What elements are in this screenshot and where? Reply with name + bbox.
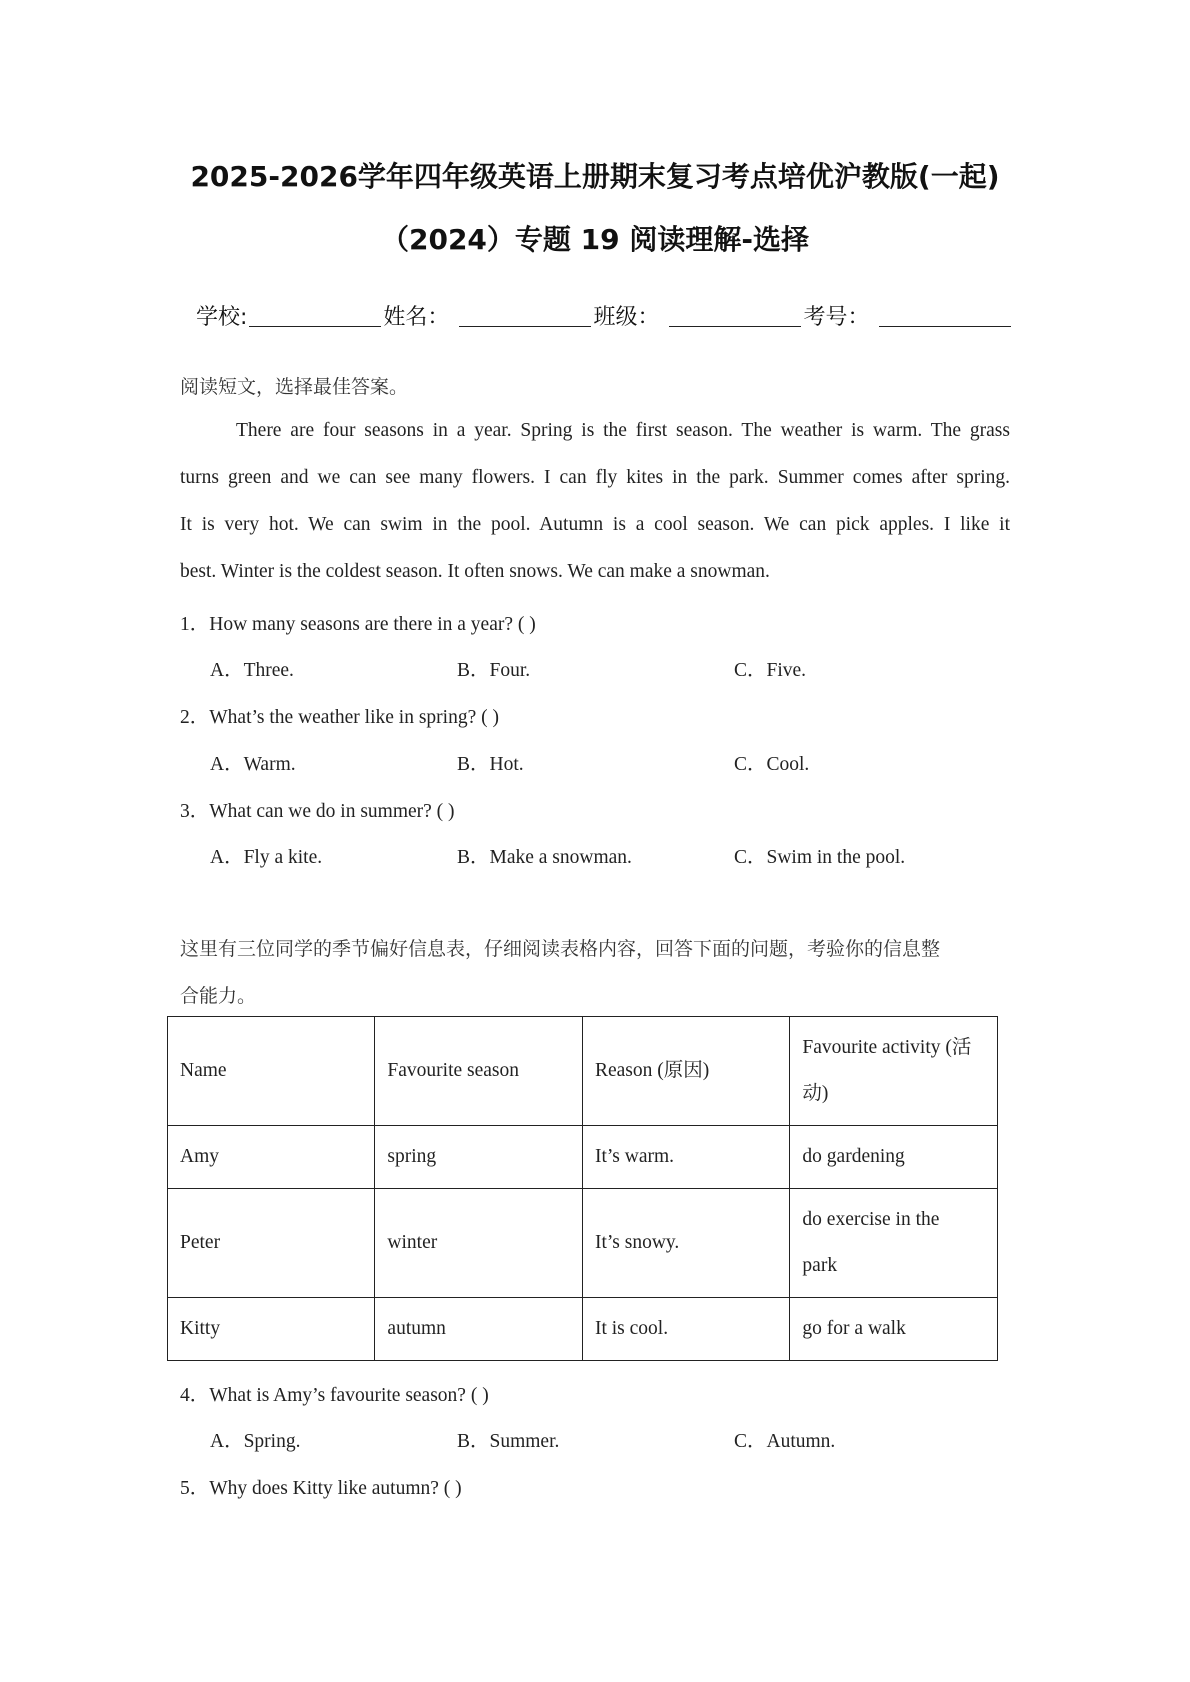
cell-season: spring — [375, 1126, 583, 1189]
q1-option-c[interactable]: C．Five. — [734, 660, 807, 681]
cell-activity-line: do exercise in the — [802, 1209, 940, 1230]
section2-instruction-line-1: 这里有三位同学的季节偏好信息表，仔细阅读表格内容，回答下面的问题，考验你的信息整 — [180, 938, 941, 960]
question-text: What’s the weather like in spring? ( ) — [209, 707, 499, 728]
table-row — [168, 1126, 998, 1189]
question-number: 1． — [180, 614, 210, 635]
q4-option-a[interactable]: A．Spring. — [210, 1431, 301, 1452]
question-2 — [180, 701, 499, 729]
school-label: 学校: — [196, 305, 248, 330]
passage-line: best. Winter is the coldest season. It often snows. We can make a snowman. — [180, 561, 770, 582]
document-title-line-2: （2024）专题 19 阅读理解-选择 — [380, 223, 809, 256]
q1-option-a[interactable]: A．Three. — [210, 660, 294, 681]
cell-season: autumn — [375, 1298, 583, 1361]
question-text: Why does Kitty like autumn? ( ) — [209, 1478, 462, 1499]
header-name: Name — [168, 1017, 375, 1126]
header-activity-line: 动) — [802, 1083, 829, 1104]
table-row — [168, 1189, 998, 1298]
cell-name: Kitty — [168, 1298, 375, 1361]
document-title-line-1: 2025-2026学年四年级英语上册期末复习考点培优沪教版(一起) — [190, 160, 1000, 193]
cell-reason: It’s warm. — [582, 1126, 789, 1189]
q4-option-b[interactable]: B．Summer. — [457, 1431, 560, 1452]
student-info-row — [196, 300, 1013, 331]
q2-option-c[interactable]: C．Cool. — [734, 754, 810, 775]
q2-option-a[interactable]: A．Warm. — [210, 754, 296, 775]
passage-line: There are four seasons in a year. Spring is the first season. The weather is warm. The grass — [236, 420, 1010, 441]
header-favourite-season: Favourite season — [375, 1017, 583, 1126]
passage-line: It is very hot. We can swim in the pool. Autumn is a cool season. We can pick apples. I like it — [180, 514, 1010, 535]
q3-option-c[interactable]: C．Swim in the pool. — [734, 847, 906, 868]
q3-option-b[interactable]: B．Make a snowman. — [457, 847, 632, 868]
name-label: 姓名： — [383, 305, 450, 330]
cell-name: Peter — [168, 1189, 375, 1298]
question-number: 2． — [180, 707, 210, 728]
question-1 — [180, 608, 536, 636]
exam-number-blank[interactable] — [879, 304, 1011, 327]
passage-line: turns green and we can see many flowers. I can fly kites in the park. Summer comes after spring. — [180, 467, 1010, 488]
class-label: 班级： — [593, 305, 660, 330]
cell-season: winter — [375, 1189, 583, 1298]
table-header-row — [168, 1017, 998, 1126]
table-row — [168, 1298, 998, 1361]
season-preference-table — [167, 1016, 998, 1361]
name-blank[interactable] — [459, 304, 591, 327]
question-text: How many seasons are there in a year? ( ) — [209, 614, 536, 635]
q1-option-b[interactable]: B．Four. — [457, 660, 531, 681]
question-number: 3． — [180, 801, 210, 822]
section1-instruction: 阅读短文，选择最佳答案。 — [180, 376, 409, 398]
question-5 — [180, 1472, 462, 1500]
cell-activity-line: park — [802, 1255, 838, 1276]
question-4 — [180, 1379, 489, 1407]
cell-reason: It’s snowy. — [582, 1189, 789, 1298]
question-3 — [180, 795, 455, 823]
q3-option-a[interactable]: A．Fly a kite. — [210, 847, 323, 868]
cell-activity: go for a walk — [790, 1298, 998, 1361]
question-number: 4． — [180, 1385, 210, 1406]
question-text: What is Amy’s favourite season? ( ) — [209, 1385, 489, 1406]
cell-activity: do gardening — [790, 1126, 998, 1189]
class-blank[interactable] — [669, 304, 801, 327]
school-blank[interactable] — [249, 304, 381, 327]
cell-reason: It is cool. — [582, 1298, 789, 1361]
question-number: 5． — [180, 1478, 210, 1499]
header-activity-line: Favourite activity (活 — [802, 1037, 972, 1058]
question-text: What can we do in summer? ( ) — [209, 801, 455, 822]
header-favourite-activity — [790, 1017, 998, 1126]
cell-activity — [790, 1189, 998, 1298]
q4-option-c[interactable]: C．Autumn. — [734, 1431, 836, 1452]
header-reason: Reason (原因) — [582, 1017, 789, 1126]
exam-number-label: 考号： — [803, 305, 870, 330]
section2-instruction-line-2: 合能力。 — [180, 985, 257, 1007]
cell-name: Amy — [168, 1126, 375, 1189]
q2-option-b[interactable]: B．Hot. — [457, 754, 524, 775]
